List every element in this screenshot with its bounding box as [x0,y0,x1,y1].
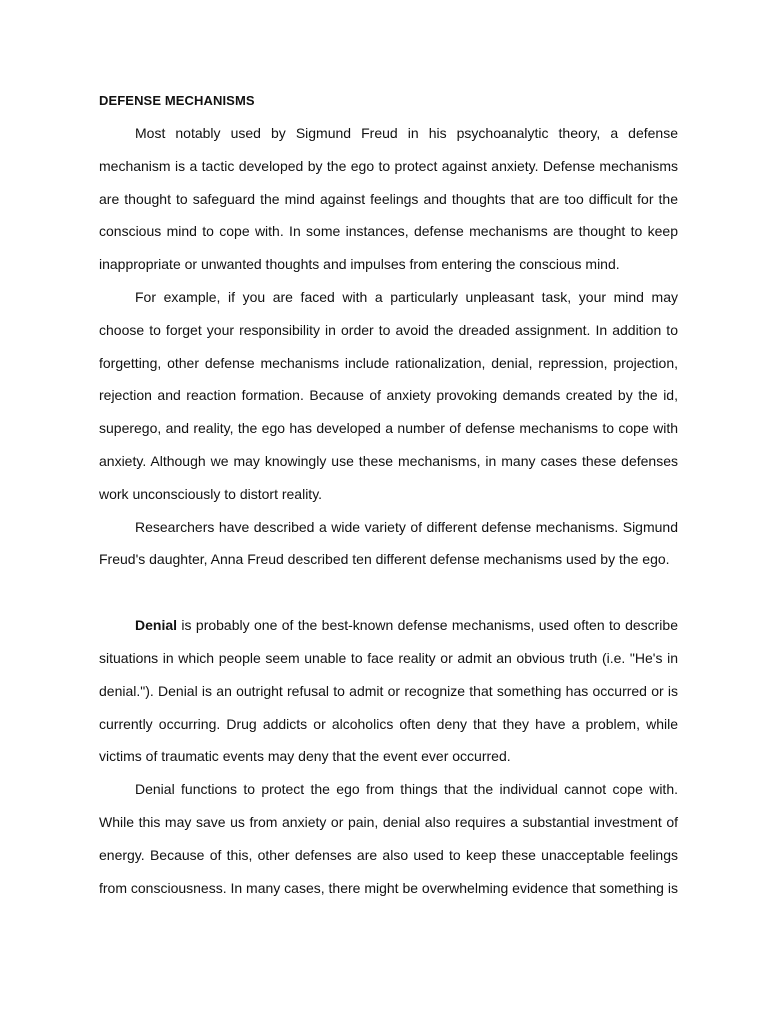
example-paragraph: For example, if you are faced with a particularly unpleasant task, your mind may choose to forget your responsibility in order to avoid the dreaded assignment. In addition to forgetting, other defense mechanisms include rationalization, denial, repression, projection, rejection and reaction formation. Because of anxiety provoking demands created by the id, superego, and reality, the ego has developed a number of defense mechanisms to cope with anxiety. Although we may knowingly use these mechanisms, in many cases these defenses work unconsciously to distort reality. [99,288,678,502]
researchers-paragraph: Researchers have described a wide variety of different defense mechanisms. Sigmund Freud's daughter, Anna Freud described ten different defense mechanisms used by the ego. [99,518,678,568]
document-body [99,90,678,904]
section-spacer [99,576,678,609]
denial-function-paragraph: Denial functions to protect the ego from things that the individual cannot cope with. While this may save us from anxiety or pain, denial also requires a substantial investment of energy. Because of this, other defenses are also used to keep these unacceptable feelings from consciousness. In many cases, there might be overwhelming evidence that something is [99,781,678,896]
intro-paragraph: Most notably used by Sigmund Freud in his psychoanalytic theory, a defense mechanism is a tactic developed by the ego to protect against anxiety. Defense mechanisms are thought to safeguard the mind against feelings and thoughts that are too difficult for the conscious mind to cope with. In some instances, defense mechanisms are thought to keep inappropriate or unwanted thoughts and impulses from entering the conscious mind. [99,125,678,273]
document-title: DEFENSE MECHANISMS [99,93,255,108]
denial-term: Denial [135,617,178,634]
denial-paragraph [99,609,678,773]
denial-definition: is probably one of the best-known defense mechanisms, used often to describe situations in which people seem unable to face reality or admit an obvious truth (i.e. "He's in denial."). Denial is an outright refusal to admit or recognize that something has occurred or is currently occurring. Drug addicts or alcoholics often deny that they have a problem, while victims of traumatic events may deny that the event ever occurred. [99,617,678,765]
